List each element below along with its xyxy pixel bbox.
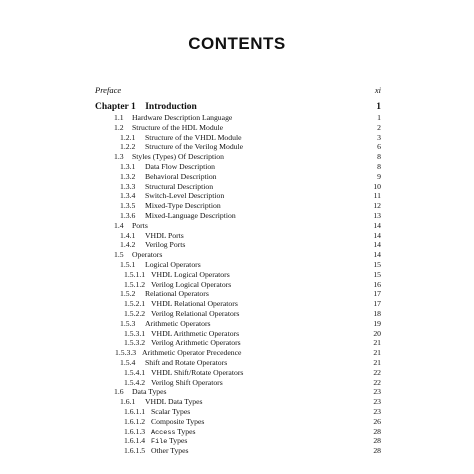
toc-entry-page: 28 [373,436,381,446]
toc-entry-title: Structure of the Verilog Module [145,142,244,152]
toc-entry-number: 1.3 [114,152,124,162]
toc-entry-number: 1.6 [114,387,124,397]
toc-chapter-label: Chapter 1 Introduction [95,102,197,112]
toc-entry-page: 12 [373,201,381,211]
toc-entry-title: Verilog Shift Operators [151,377,223,387]
toc-entry-page: 17 [373,289,381,299]
toc-entry-keyword: Access [151,428,176,437]
toc-entry-title: Mixed-Type Description [145,201,221,211]
toc-entry-number: 1.5.2 [120,289,136,299]
toc-entry-number: 1.2 [114,122,124,132]
toc-entry-number: 1.5.2.1 [124,299,146,309]
toc-entry[interactable] [95,378,381,388]
toc-entry-page: 17 [373,299,381,309]
toc-entry-number: 1.6.1.2 [124,416,146,426]
toc-entry-title: Switch-Level Description [145,191,225,201]
toc-entry-title: Hardware Description Language [132,113,233,122]
toc-entry[interactable] [95,309,381,319]
toc-entry-title: Other Types [151,446,189,456]
toc-entry[interactable] [95,231,381,241]
toc-entry-title: Verilog Relational Operators [151,308,240,318]
toc-entry-title-text: Types [167,436,188,446]
toc-entry-title: Verilog Ports [145,240,186,250]
toc-entry-page: 8 [377,161,381,171]
toc-entry-number: 1.6.1.3 [124,426,146,436]
toc-entry-title-text: Types [175,426,196,436]
toc-entry-page: 1 [377,113,381,122]
toc-entry[interactable] [95,162,381,172]
toc-entry[interactable] [95,152,381,162]
toc-entry-title: VHDL Data Types [145,397,203,407]
toc-chapter-page: 1 [376,102,381,112]
toc-entry-page: 23 [373,406,381,416]
toc-entry-page: 15 [373,259,381,269]
toc-entry[interactable] [95,250,381,260]
toc-entry-title: VHDL Logical Operators [151,269,230,279]
toc-entry-title: Data Flow Description [145,161,216,171]
toc-entry[interactable] [95,280,381,290]
toc-entry-list [95,113,381,456]
toc-entry-title: Styles (Types) Of Description [132,152,224,162]
toc-entry-page: 14 [373,250,381,260]
toc-entry-title: VHDL Ports [145,230,184,240]
toc-entry[interactable] [95,182,381,192]
toc-entry-title: Structure of the HDL Module [132,122,224,132]
toc-entry-title: VHDL Relational Operators [151,299,238,309]
toc-entry-number: 1.5.4 [120,357,136,367]
toc-entry-title: Mixed-Language Description [145,210,236,220]
toc-entry-title: Relational Operators [145,289,209,299]
toc-entry-number: 1.3.3 [120,181,136,191]
toc-entry[interactable] [95,172,381,182]
toc-entry[interactable] [95,436,381,446]
toc-entry[interactable] [95,299,381,309]
toc-entry-title: VHDL Arithmetic Operators [151,328,240,338]
toc-entry-title: Operators [132,250,163,260]
toc-entry-page: 28 [373,426,381,436]
toc-entry[interactable] [95,368,381,378]
toc-entry[interactable] [95,446,381,456]
toc-entry-page: 8 [377,152,381,162]
toc-entry[interactable] [95,270,381,280]
toc-entry-title: Shift and Rotate Operators [145,357,228,367]
toc-entry-title: Composite Types [151,416,205,426]
toc-entry-title: Scalar Types [151,406,191,416]
toc-entry[interactable] [95,329,381,339]
toc-entry-title: Arithmetic Operators [145,318,211,328]
toc-entry-page: 9 [377,171,381,181]
toc-entry-title: Structure of the VHDL Module [145,132,242,142]
toc-preface-row[interactable] [95,85,381,95]
toc-entry[interactable] [95,427,381,437]
toc-entry-number: 1.5.1.2 [124,279,146,289]
toc-entry[interactable] [95,201,381,211]
toc-entry-number: 1.5.3.1 [124,328,146,338]
toc-entry-number: 1.3.2 [120,171,136,181]
toc-entry[interactable] [95,211,381,221]
toc-entry-page: 11 [373,191,381,201]
toc-chapter-row[interactable] [95,102,381,112]
page-title: CONTENTS [188,34,286,53]
toc-entry[interactable] [95,191,381,201]
toc-entry-number: 1.5.1 [120,259,136,269]
toc-entry-number: 1.5.1.1 [124,269,146,279]
toc-entry-page: 22 [373,377,381,387]
toc-entry-number: 1.3.6 [120,210,136,220]
toc-entry[interactable] [95,123,381,133]
toc-entry[interactable] [95,387,381,397]
toc-entry-title: Arithmetic Operator Precedence [142,348,242,358]
toc-entry[interactable] [95,113,381,123]
toc-entry-page: 14 [373,240,381,250]
toc-entry-number: 1.6.1 [120,397,136,407]
toc-entry-page: 13 [373,210,381,220]
toc-entry-title: Logical Operators [145,259,201,269]
toc-entry-number: 1.5.4.1 [124,367,146,377]
toc-entry-number: 1.6.1.5 [124,446,146,456]
toc-entry-page: 20 [373,328,381,338]
toc-entry-page: 6 [377,142,381,152]
toc-entry-number: 1.5.3.3 [115,348,137,358]
toc-entry-number: 1.6.1.1 [124,406,146,416]
toc-entry-number: 1.1 [114,113,124,122]
toc-entry-number: 1.3.5 [120,201,136,211]
toc-entry-page: 16 [373,279,381,289]
toc-entry-title: Ports [132,220,148,230]
toc-entry-page: 19 [373,318,381,328]
toc-entry[interactable] [95,260,381,270]
toc-entry[interactable] [95,221,381,231]
toc-entry[interactable] [95,348,381,358]
toc-preface-label: Preface [95,85,122,95]
toc-entry-title: Data Types [132,387,167,397]
toc-entry-number: 1.3.4 [120,191,136,201]
toc-entry-page: 2 [377,122,381,132]
toc-entry-keyword: File [151,438,168,447]
toc-entry[interactable] [95,142,381,152]
toc-entry-number: 1.5 [114,250,124,260]
toc-entry-title: VHDL Shift/Rotate Operators [151,367,244,377]
toc-entry-number: 1.4.1 [120,230,136,240]
toc-entry-page: 15 [373,269,381,279]
toc-entry[interactable] [95,417,381,427]
toc-entry[interactable] [95,338,381,348]
toc-entry-page: 21 [373,348,381,358]
toc-entry-title: Verilog Logical Operators [151,279,232,289]
toc-entry-number: 1.5.3.2 [124,338,146,348]
toc-entry-page: 14 [373,220,381,230]
toc-entry-page: 21 [373,357,381,367]
toc-preface-page: xi [374,85,381,95]
toc-entry-page: 3 [377,132,381,142]
toc-entry-number: 1.4.2 [120,240,136,250]
toc-entry-title: Behavioral Description [145,171,217,181]
toc-entry-title: Structural Description [145,181,214,191]
toc-entry-title: Verilog Arithmetic Operators [151,338,241,348]
toc-entry[interactable] [95,240,381,250]
toc-entry-number: 1.6.1.4 [124,436,146,446]
toc-entry[interactable] [95,397,381,407]
toc-entry-number: 1.5.2.2 [124,308,146,318]
toc-entry-number: 1.2.1 [120,132,136,142]
toc-entry[interactable] [95,289,381,299]
toc-entry-page: 23 [373,397,381,407]
toc-entry-page: 28 [373,446,381,456]
toc-entry-page: 22 [373,367,381,377]
toc-entry-number: 1.2.2 [120,142,136,152]
toc-entry-page: 21 [373,338,381,348]
toc-entry-number: 1.5.3 [120,318,136,328]
toc-entry[interactable] [95,319,381,329]
toc-entry-page: 26 [373,416,381,426]
toc-entry-number: 1.5.4.2 [124,377,146,387]
toc-entry[interactable] [95,407,381,417]
toc-entry-page: 10 [373,181,381,191]
toc-entry-page: 14 [373,230,381,240]
toc-entry[interactable] [95,358,381,368]
toc-entry-page: 18 [373,308,381,318]
toc-entry-page: 23 [373,387,381,397]
toc-entry-number: 1.4 [114,220,124,230]
toc-entry[interactable] [95,133,381,143]
toc-entry-number: 1.3.1 [120,161,136,171]
